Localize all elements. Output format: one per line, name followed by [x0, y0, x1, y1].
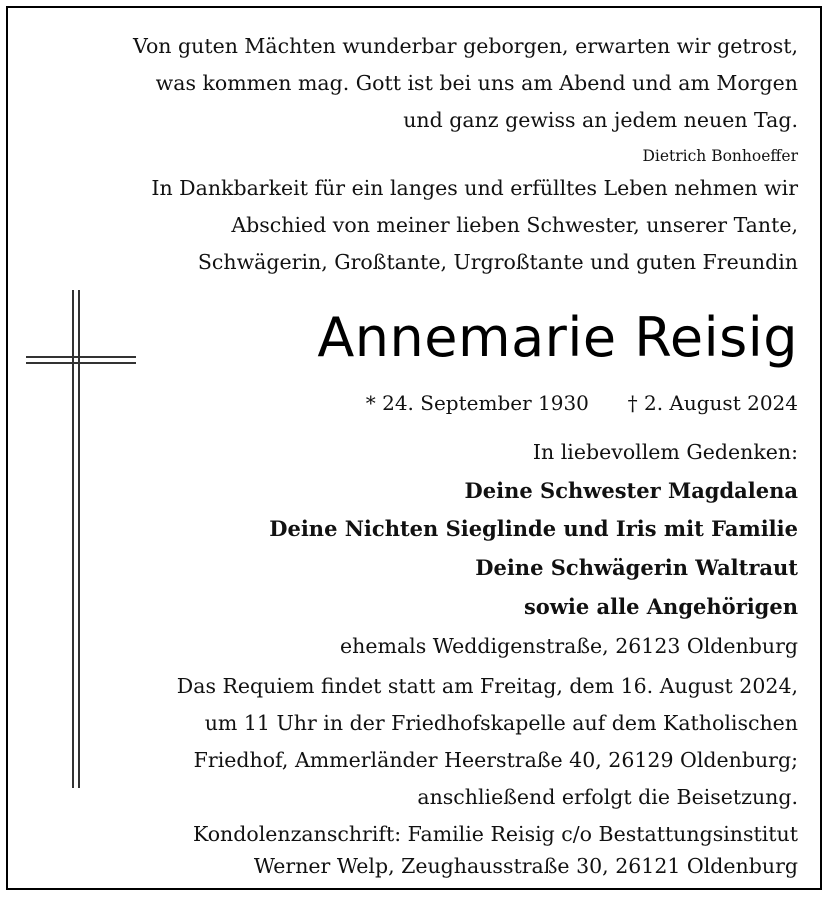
mourner-line: Deine Schwester Magdalena	[464, 478, 798, 503]
memory-heading: In liebevollem Gedenken:	[532, 440, 798, 464]
requiem-line: anschließend erfolgt die Beisetzung.	[417, 785, 798, 809]
mourner-line: Deine Nichten Sieglinde und Iris mit Familie	[269, 516, 798, 541]
mourner-line: sowie alle Angehörigen	[523, 594, 798, 619]
poem-line: was kommen mag. Gott ist bei uns am Abend und am Morgen	[155, 71, 798, 95]
mourner-line: Deine Schwägerin Waltraut	[475, 555, 798, 580]
requiem-line: um 11 Uhr in der Friedhofskapelle auf dem Katholischen	[204, 711, 798, 735]
condolence-line: Werner Welp, Zeughausstraße 30, 26121 Oldenburg	[253, 854, 798, 878]
intro-line: Schwägerin, Großtante, Urgroßtante und guten Freundin	[197, 250, 798, 274]
intro-line: In Dankbarkeit für ein langes und erfülltes Leben nehmen wir	[151, 176, 798, 200]
deceased-name: Annemarie Reisig	[317, 306, 798, 369]
obituary-notice	[6, 6, 822, 890]
death-date: † 2. August 2024	[627, 391, 798, 415]
former-address: ehemals Weddigenstraße, 26123 Oldenburg	[340, 634, 798, 658]
requiem-line: Das Requiem findet statt am Freitag, dem 16. August 2024,	[176, 674, 798, 698]
birth-date: * 24. September 1930	[365, 391, 589, 415]
condolence-line: Kondolenzanschrift: Familie Reisig c/o Bestattungsinstitut	[192, 822, 798, 846]
poem-line: und ganz gewiss an jedem neuen Tag.	[403, 108, 798, 132]
requiem-line: Friedhof, Ammerländer Heerstraße 40, 26129 Oldenburg;	[193, 748, 798, 772]
intro-line: Abschied von meiner lieben Schwester, unserer Tante,	[231, 213, 798, 237]
life-dates	[30, 391, 798, 415]
poem-line: Von guten Mächten wunderbar geborgen, erwarten wir getrost,	[133, 34, 798, 58]
poem-author: Dietrich Bonhoeffer	[642, 147, 798, 165]
